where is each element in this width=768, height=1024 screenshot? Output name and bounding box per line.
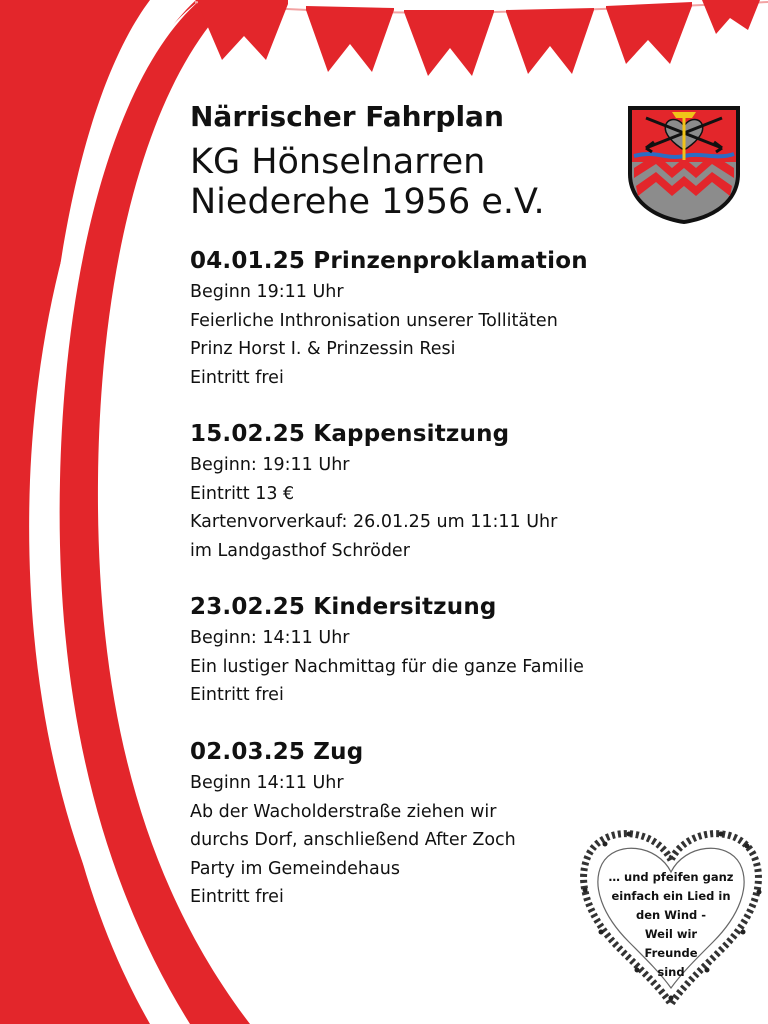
bunting-flags	[198, 0, 760, 76]
heart-quote-line: den Wind -	[635, 908, 707, 922]
coat-of-arms-icon	[626, 104, 742, 226]
event-heading: 04.01.25 Prinzenproklamation	[190, 248, 588, 274]
event-line: Ein lustiger Nachmittag für die ganze Familie	[190, 656, 584, 677]
event-line: Beginn: 14:11 Uhr	[190, 628, 350, 648]
event-heading: 02.03.25 Zug	[190, 739, 364, 765]
club-name	[190, 142, 545, 222]
event-line: Eintritt frei	[190, 887, 284, 907]
page-title: Närrischer Fahrplan	[190, 100, 504, 133]
event-prinzenproklamation	[190, 248, 660, 392]
event-line: Beginn: 19:11 Uhr	[190, 455, 350, 475]
event-heading: 23.02.25 Kindersitzung	[190, 594, 497, 620]
heart-quote	[604, 868, 738, 982]
event-line: Eintritt frei	[190, 367, 284, 388]
event-kindersitzung	[190, 594, 660, 710]
heart-quote-line: sind	[657, 965, 685, 979]
event-line: im Landgasthof Schröder	[190, 540, 410, 561]
event-line: Ab der Wacholderstraße ziehen wir	[190, 801, 497, 822]
event-kappensitzung	[190, 421, 660, 565]
event-line: Prinz Horst I. & Prinzessin Resi	[190, 339, 456, 359]
event-line: Beginn 14:11 Uhr	[190, 773, 344, 793]
heart-quote-line: … und pfeifen ganz	[608, 870, 734, 884]
club-name-line1: KG Hönselnarren	[190, 142, 486, 182]
event-line: Party im Gemeindehaus	[190, 858, 400, 879]
event-line: Kartenvorverkauf: 26.01.25 um 11:11 Uhr	[190, 512, 558, 532]
event-line: durchs Dorf, anschließend After Zoch	[190, 830, 516, 850]
event-heading: 15.02.25 Kappensitzung	[190, 421, 510, 447]
heart-quote-line: Freunde	[644, 946, 698, 960]
event-line: Beginn 19:11 Uhr	[190, 282, 344, 302]
club-name-line2: Niederehe 1956 e.V.	[190, 182, 545, 222]
heart-quote-line: einfach ein Lied in	[611, 889, 731, 903]
event-line: Eintritt frei	[190, 685, 284, 705]
heart-quote-line: Weil wir	[644, 927, 698, 941]
event-line: Feierliche Inthronisation unserer Tollitäten	[190, 310, 558, 331]
event-line: Eintritt 13 €	[190, 483, 295, 504]
